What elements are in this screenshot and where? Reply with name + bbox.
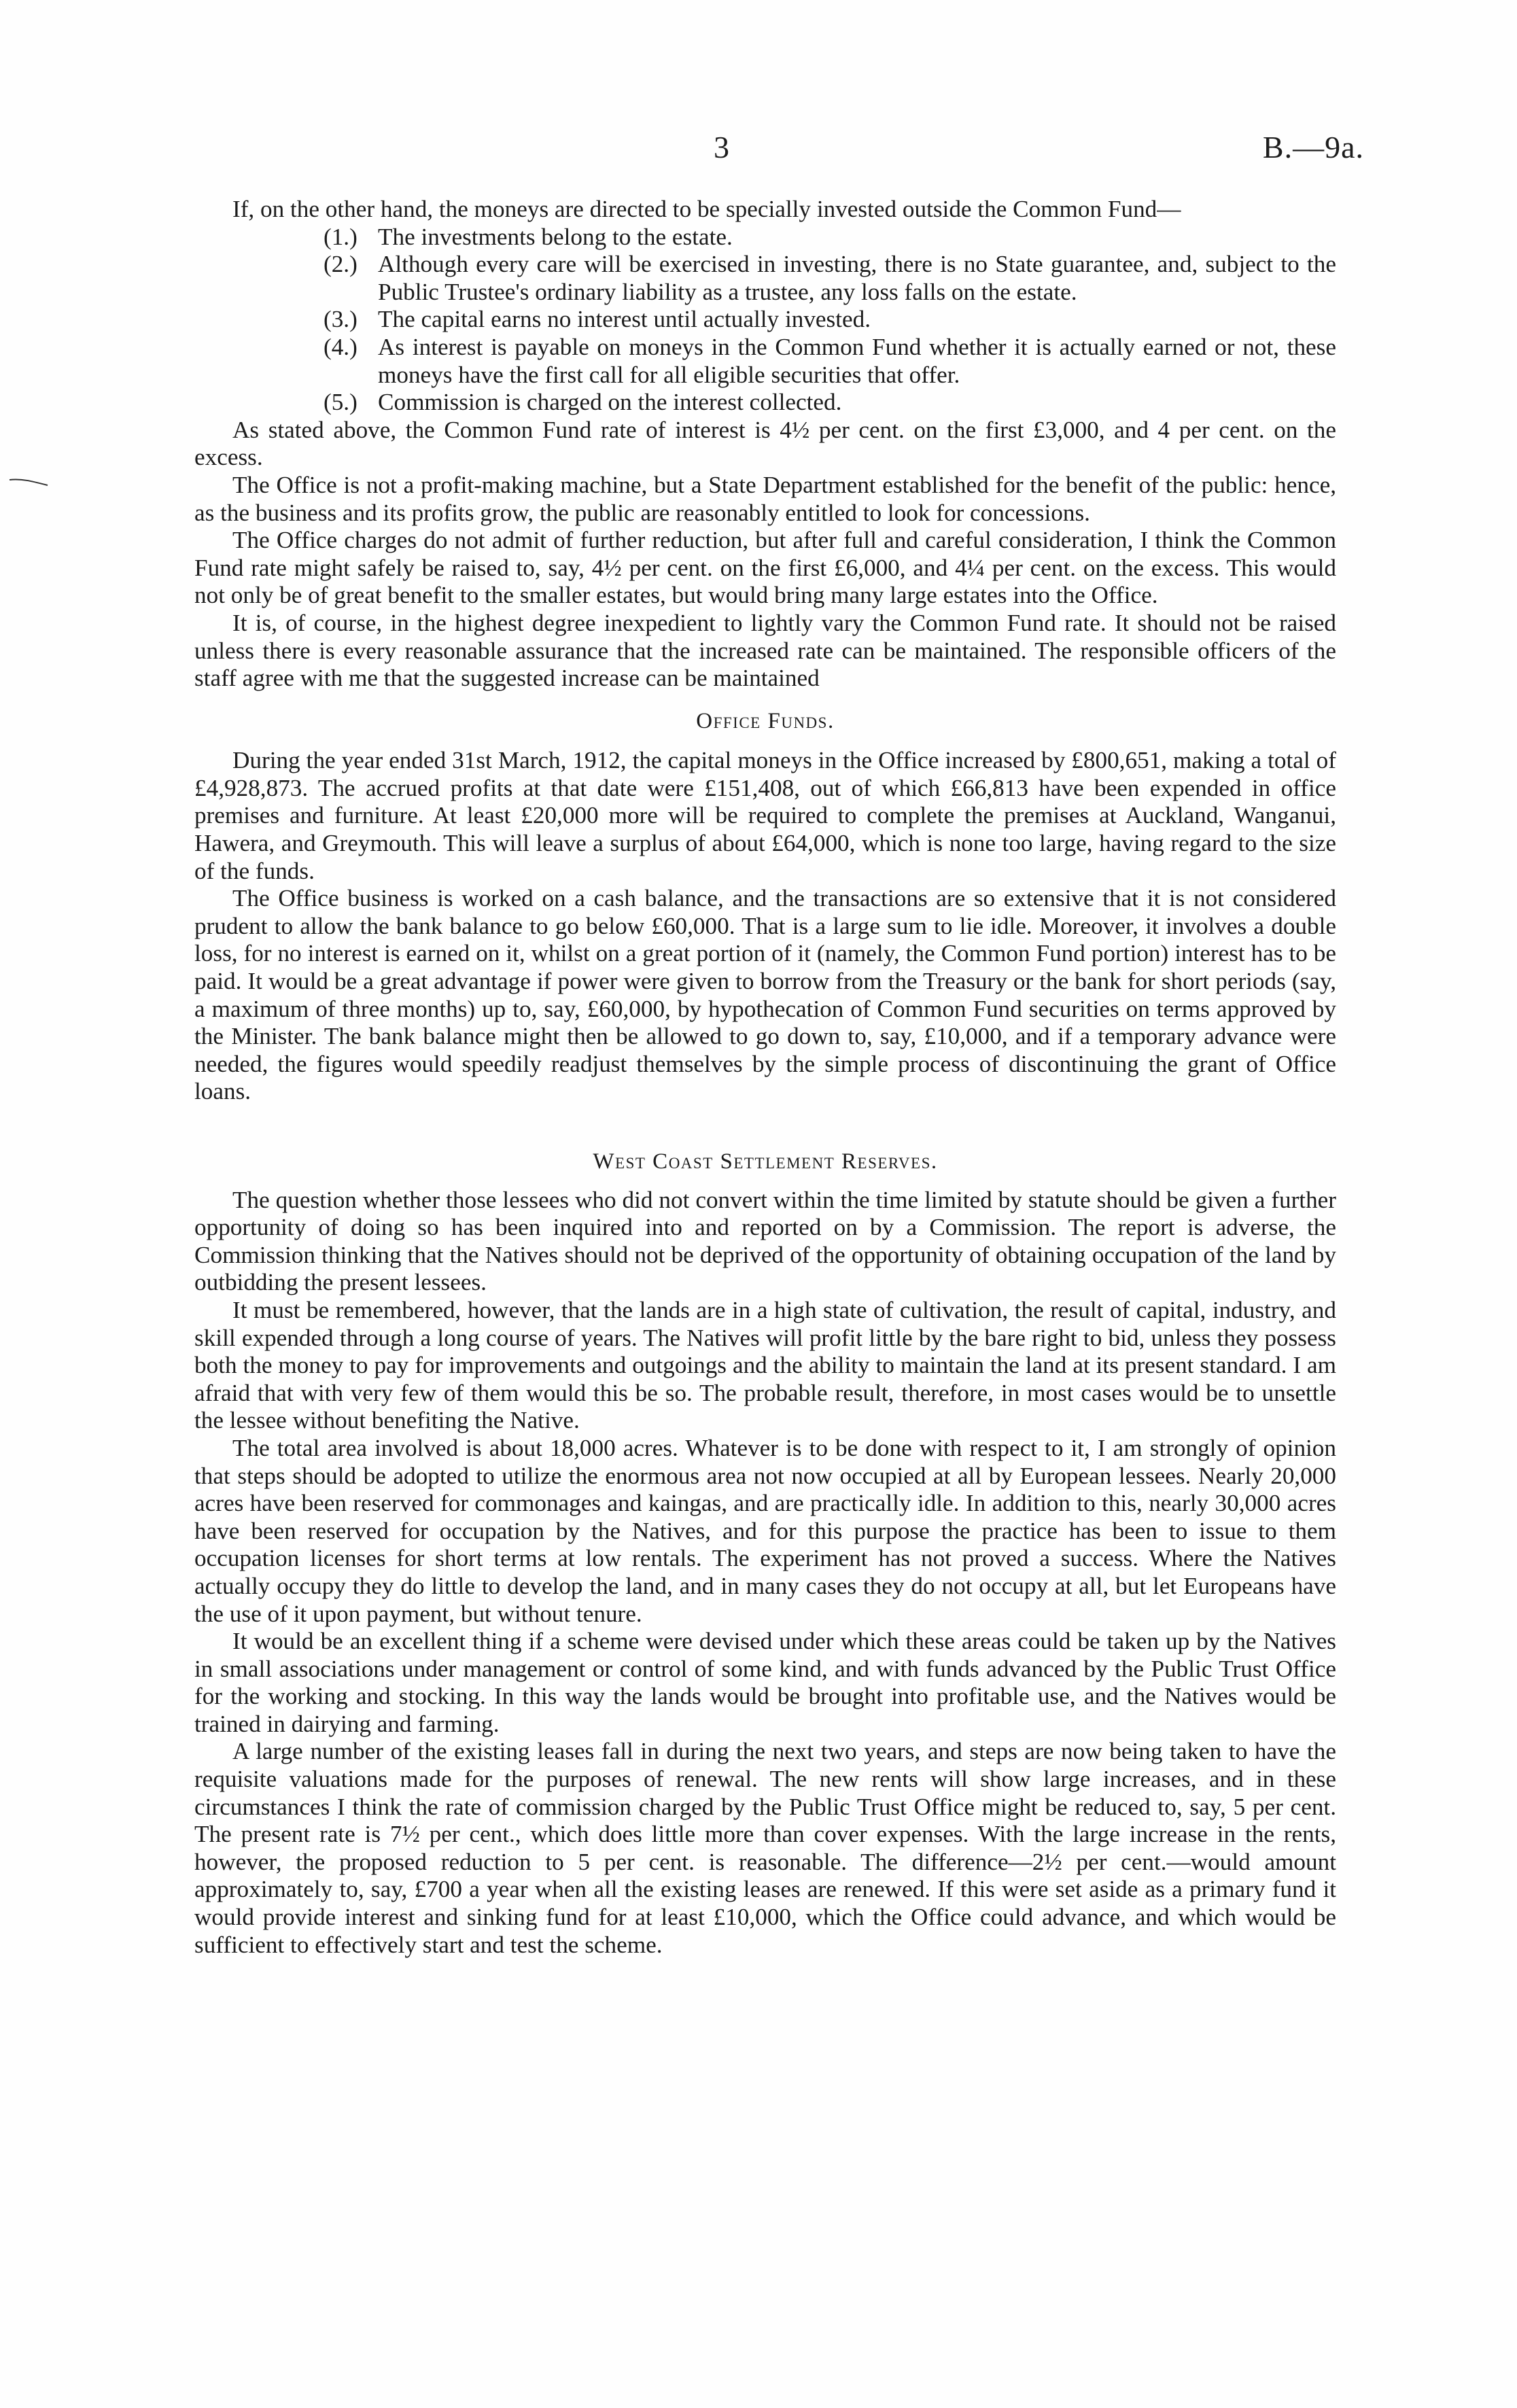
document-reference: B.—9a.: [1262, 130, 1364, 164]
section-heading-office-funds: Office Funds.: [696, 708, 835, 733]
west-coast-paragraph: The question whether those lessees who did not convert within the time limited by statute should be given a further opportunity of doing so has been inquired into and reported on by a Commission. The report is adverse, the Commission thinking that the Natives should not be deprived of the opportunity of obtaining occupation of the land by outbidding the present lessees.: [194, 1186, 1336, 1296]
list-item: [324, 334, 1336, 389]
list-item-text: The capital earns no interest until actually invested.: [378, 306, 871, 333]
body-text: [194, 196, 1336, 1959]
office-funds-paragraph: During the year ended 31st March, 1912, the capital moneys in the Office increased by £800,651, making a total of £4,928,873. The accrued profits at that date were £151,408, out of which £66,813 have been expended in office premises and furniture. At least £20,000 more will be required to complete the premises at Auckland, Wanganui, Hawera, and Greymouth. This will leave a surplus of about £64,000, which is none too large, having regard to the size of the funds.: [194, 747, 1336, 884]
intro-paragraph: As stated above, the Common Fund rate of interest is 4½ per cent. on the first £3,000, and 4 per cent. on the excess.: [194, 416, 1336, 471]
list-item: [324, 251, 1336, 306]
west-coast-paragraph: It must be remembered, however, that the lands are in a high state of cultivation, the result of capital, industry, and skill expended through a long course of years. The Natives will profit little by the bare right to bid, unless they possess both the money to pay for improvements and outgoings and the ability to maintain the land at its present standard. I am afraid that with very few of them would this be so. The probable result, therefore, in most cases would be to unsettle the lessee without benefiting the Native.: [194, 1296, 1336, 1434]
west-coast-paragraph: A large number of the existing leases fall in during the next two years, and steps are now being taken to have the requisite valuations made for the purposes of renewal. The new rents will show large increases, and in these circumstances I think the rate of commission charged by the Public Trust Office might be reduced to, say, 5 per cent. The present rate is 7½ per cent., which does little more than cover expenses. With the large increase in the rents, however, the proposed reduction to 5 per cent. is reasonable. The difference—2½ per cent.—would amount approximately to, say, £700 a year when all the existing leases are renewed. If this were set aside as a primary fund it would provide interest and sinking fund for at least £10,000, which the Office could advance, and which would be sufficient to effectively start and test the scheme.: [194, 1738, 1336, 1958]
list-item: [324, 224, 1336, 251]
west-coast-paragraph: The total area involved is about 18,000 acres. Whatever is to be done with respect to it, I am strongly of opinion that steps should be adopted to utilize the enormous area not now occupied at all by European lessees. Nearly 20,000 acres have been reserved for commonages and kaingas, and are practically idle. In addition to this, nearly 30,000 acres have been reserved for occupation by the Natives, and for this purpose the practice has been to issue to them occupation licenses for short terms at low rentals. The experiment has not proved a success. Where the Natives actually occupy they do little to develop the land, and in many cases they do not occupy at all, but let Europeans have the use of it upon payment, but without tenure.: [194, 1434, 1336, 1627]
investment-conditions-list: [194, 224, 1336, 417]
office-funds-paragraph: The Office business is worked on a cash balance, and the transactions are so extensive that it is not considered prudent to allow the bank balance to go below £60,000. That is a large sum to lie idle. Moreover, it involves a double loss, for no interest is earned on it, whilst on a great portion of it (namely, the Common Fund portion) interest has to be paid. It would be a great advantage if power were given to borrow from the Treasury or the bank for short periods (say, a maximum of three months) up to, say, £60,000, by hypothecation of Common Fund securities on terms approved by the Minister. The bank balance might then be allowed to go down to, say, £10,000, and if a temporary advance were needed, the figures would speedily readjust themselves by the simple process of discontinuing the grant of Office loans.: [194, 885, 1336, 1105]
list-item: [324, 389, 1336, 417]
page-number: 3: [714, 130, 729, 164]
list-item-number: (1.): [324, 223, 358, 250]
intro-paragraph: It is, of course, in the highest degree inexpedient to lightly vary the Common Fund rate. It should not be raised unless there is every reasonable assurance that the increased rate can be maintained. The responsible officers of the staff agree with me that the suggested increase can be maintained: [194, 609, 1336, 692]
list-item-text: As interest is payable on moneys in the Common Fund whether it is actually earned or not, these moneys have the first call for all eligible securities that offer.: [378, 333, 1336, 388]
list-item-number: (4.): [324, 333, 358, 360]
section-heading-west-coast: West Coast Settlement Reserves.: [593, 1149, 938, 1174]
list-item-number: (5.): [324, 389, 358, 416]
list-item-number: (2.): [324, 251, 358, 278]
list-item-text: Commission is charged on the interest collected.: [378, 389, 842, 416]
list-item-number: (3.): [324, 306, 358, 333]
west-coast-paragraph: It would be an excellent thing if a scheme were devised under which these areas could be taken up by the Natives in small associations under management or control of some kind, and with funds advanced by the Public Trust Office for the working and stocking. In this way the lands would be brought into profitable use, and the Natives would be trained in dairying and farming.: [194, 1628, 1336, 1737]
page-header: [0, 129, 1517, 170]
intro-lead-paragraph: If, on the other hand, the moneys are directed to be specially invested outside the Common Fund—: [232, 196, 1181, 222]
margin-tick-mark: [8, 476, 49, 489]
list-item: [324, 306, 1336, 334]
list-item-text: Although every care will be exercised in investing, there is no State guarantee, and, subject to the Public Trustee's ordinary liability as a trustee, any loss falls on the estate.: [378, 251, 1336, 305]
intro-paragraph: The Office is not a profit-making machine, but a State Department established for the benefit of the public: hence, as the business and its profits grow, the public are reasonably entitled to look for concessions.: [194, 471, 1336, 526]
list-item-text: The investments belong to the estate.: [378, 223, 733, 250]
intro-paragraph: The Office charges do not admit of further reduction, but after full and careful consideration, I think the Common Fund rate might safely be raised to, say, 4½ per cent. on the first £6,000, and 4¼ per cent. on the excess. This would not only be of great benefit to the smaller estates, but would bring many large estates into the Office.: [194, 527, 1336, 609]
